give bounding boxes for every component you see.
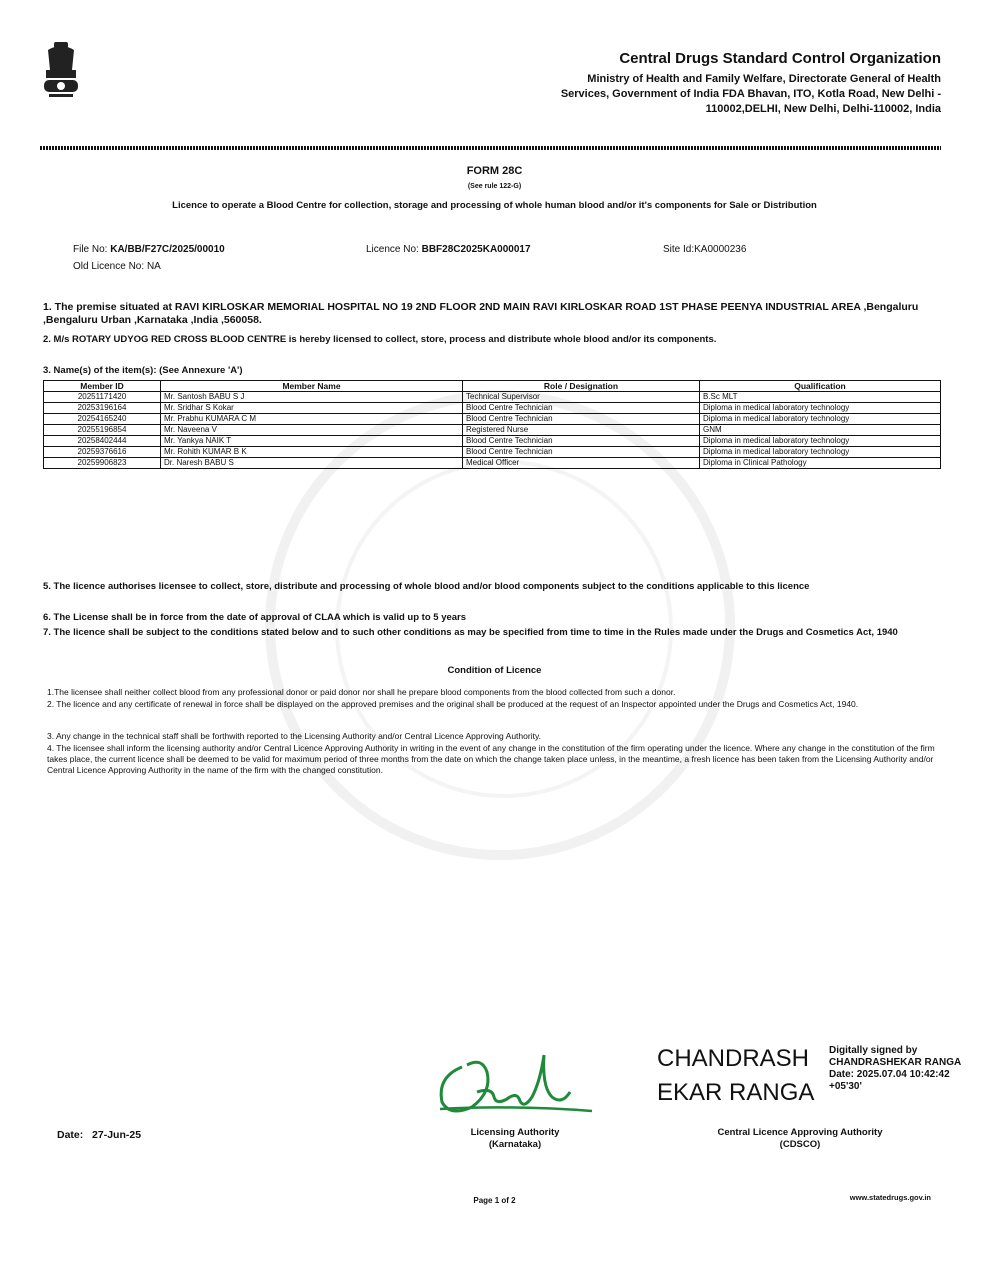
paragraph-authorisation: 5. The licence authorises licensee to collect, store, distribute and processing of whole blood and/or blood components subject to the conditions applicable to this licence (43, 581, 810, 592)
member-role-cell: Blood Centre Technician (463, 414, 700, 425)
signer-name-line: CHANDRASH (657, 1045, 810, 1072)
issue-date (57, 1129, 141, 1141)
digital-signer-name (657, 1042, 814, 1110)
member-name-cell: Mr. Yankya NAIK T (161, 436, 463, 447)
signer-name-line: EKAR RANGA (657, 1079, 815, 1106)
member-name-cell: Mr. Prabhu KUMARA C M (161, 414, 463, 425)
member-id-cell: 20255196854 (44, 425, 161, 436)
member-qualification-cell: Diploma in Clinical Pathology (700, 458, 941, 469)
member-qualification-cell: B.Sc MLT (700, 392, 941, 403)
paragraph-subject-conditions: 7. The licence shall be subject to the conditions stated below and to such other conditions as may be specified from time to time in the Rules made under the Drugs and Cosmetics Act, 1940 (43, 627, 898, 638)
table-header-row (44, 381, 941, 392)
licensing-authority-signature (432, 1047, 594, 1119)
claa-org: (CDSCO) (779, 1139, 821, 1150)
table-row (44, 414, 941, 425)
member-qualification-cell: Diploma in medical laboratory technology (700, 447, 941, 458)
column-header: Member Name (161, 381, 463, 392)
member-qualification-cell: Diploma in medical laboratory technology (700, 403, 941, 414)
address-line: Services, Government of India FDA Bhavan, ITO, Kotla Road, New Delhi - (560, 88, 941, 100)
member-id-cell: 20253196164 (44, 403, 161, 414)
date-value: 27-Jun-25 (92, 1129, 142, 1141)
condition-item: 1.The licensee shall neither collect blood from any professional donor or paid donor nor shall he prepare blood components from the blood collected from such a donor. (47, 687, 676, 697)
signature-detail-line: CHANDRASHEKAR RANGA (829, 1057, 962, 1068)
member-role-cell: Medical Officer (463, 458, 700, 469)
form-description: Licence to operate a Blood Centre for collection, storage and processing of whole human blood and/or it's components for Sale or Distribution (172, 200, 817, 211)
member-id-cell: 20254165240 (44, 414, 161, 425)
licensing-authority-state: (Karnataka) (488, 1139, 542, 1150)
table-row (44, 425, 941, 436)
licensing-authority-title: Licensing Authority (470, 1127, 560, 1138)
member-name-cell: Mr. Naveena V (161, 425, 463, 436)
form-rule: (See rule 122-G) (467, 183, 522, 190)
old-licence (73, 261, 161, 272)
address-line: 110002,DELHI, New Delhi, Delhi-110002, India (705, 103, 941, 115)
table-row (44, 403, 941, 414)
org-title: Central Drugs Standard Control Organization (619, 50, 941, 67)
table-row (44, 436, 941, 447)
member-qualification-cell: Diploma in medical laboratory technology (700, 436, 941, 447)
file-number-label: File No: (73, 244, 108, 255)
page-number: Page 1 of 2 (473, 1196, 516, 1205)
members-table (43, 380, 941, 469)
member-qualification-cell: GNM (700, 425, 941, 436)
member-name-cell: Mr. Rohith KUMAR B K (161, 447, 463, 458)
member-qualification-cell: Diploma in medical laboratory technology (700, 414, 941, 425)
file-number (73, 244, 225, 255)
licence-number (366, 244, 531, 255)
condition-item: 4. The licensee shall inform the licensing authority and/or Central Licence Approving Authority in writing in the event of any change in the constitution of the firm operating under the licence. Where any change in the constitution of the firm takes place, the current licence shall be deemed to be valid for maximum period of three months from the date on which the change taken place unless, in the meantime, a fresh licence has been taken from the Licensing Authority and/or Central Licence Approving Authority in the name of the firm with the changed constitution. (47, 743, 935, 775)
date-label: Date: (57, 1129, 84, 1141)
claa-title: Central Licence Approving Authority (717, 1127, 883, 1138)
org-address (471, 72, 941, 117)
licence-number-value: BBF28C2025KA000017 (421, 244, 531, 255)
member-id-cell: 20251171420 (44, 392, 161, 403)
column-header: Qualification (700, 381, 941, 392)
website-url: www.statedrugs.gov.in (849, 1193, 931, 1202)
old-licence-value: NA (146, 261, 161, 272)
table-row (44, 447, 941, 458)
member-name-cell: Mr. Santosh BABU S J (161, 392, 463, 403)
member-role-cell: Blood Centre Technician (463, 447, 700, 458)
member-role-cell: Blood Centre Technician (463, 403, 700, 414)
member-name-cell: Dr. Naresh BABU S (161, 458, 463, 469)
column-header: Role / Designation (463, 381, 700, 392)
table-row (44, 458, 941, 469)
member-id-cell: 20259906823 (44, 458, 161, 469)
paragraph-validity: 6. The License shall be in force from the date of approval of CLAA which is valid up to 5 years (43, 612, 467, 623)
site-id: Site Id:KA0000236 (663, 244, 747, 255)
member-id-cell: 20259376616 (44, 447, 161, 458)
national-emblem-icon (42, 40, 80, 102)
licence-number-label: Licence No: (366, 244, 419, 255)
form-title: FORM 28C (466, 165, 523, 177)
signature-detail-line: Date: 2025.07.04 10:42:42 (829, 1069, 950, 1080)
paragraph-premise: 1. The premise situated at RAVI KIRLOSKAR MEMORIAL HOSPITAL NO 19 2ND FLOOR 2ND MAIN RAVI KIRLOSKAR ROAD 1ST PHASE PEENYA INDUSTRIAL AREA ,Bengaluru ,Bengaluru Urban ,Karnataka ,India ,560058. (43, 301, 919, 326)
header-divider (40, 146, 941, 150)
conditions-title: Condition of Licence (447, 665, 542, 676)
claa-label (690, 1127, 910, 1151)
signature-detail-line: +05'30' (829, 1081, 862, 1092)
signature-detail-line: Digitally signed by (829, 1045, 918, 1056)
licensing-authority-label (420, 1127, 610, 1151)
member-role-cell: Blood Centre Technician (463, 436, 700, 447)
member-id-cell: 20258402444 (44, 436, 161, 447)
old-licence-label: Old Licence No: (73, 261, 145, 272)
address-line: Ministry of Health and Family Welfare, Directorate General of Health (587, 73, 941, 85)
paragraph-licensee: 2. M/s ROTARY UDYOG RED CROSS BLOOD CENTRE is hereby licensed to collect, store, process and distribute whole blood and/or its components. (43, 334, 717, 345)
member-role-cell: Registered Nurse (463, 425, 700, 436)
condition-item: 3. Any change in the technical staff shall be forthwith reported to the Licensing Authority and/or Central Licence Approving Authority. (47, 731, 541, 741)
digital-signature-details (829, 1045, 961, 1093)
condition-item: 2. The licence and any certificate of renewal in force shall be displayed on the approved premises and the original shall be produced at the request of an Inspector appointed under the Drugs and Cosmetics Act, 1940. (47, 699, 859, 709)
column-header: Member ID (44, 381, 161, 392)
paragraph-items: 3. Name(s) of the item(s): (See Annexure 'A') (43, 365, 243, 376)
table-row (44, 392, 941, 403)
member-role-cell: Technical Supervisor (463, 392, 700, 403)
file-number-value: KA/BB/F27C/2025/00010 (110, 244, 225, 255)
member-name-cell: Mr. Sridhar S Kokar (161, 403, 463, 414)
